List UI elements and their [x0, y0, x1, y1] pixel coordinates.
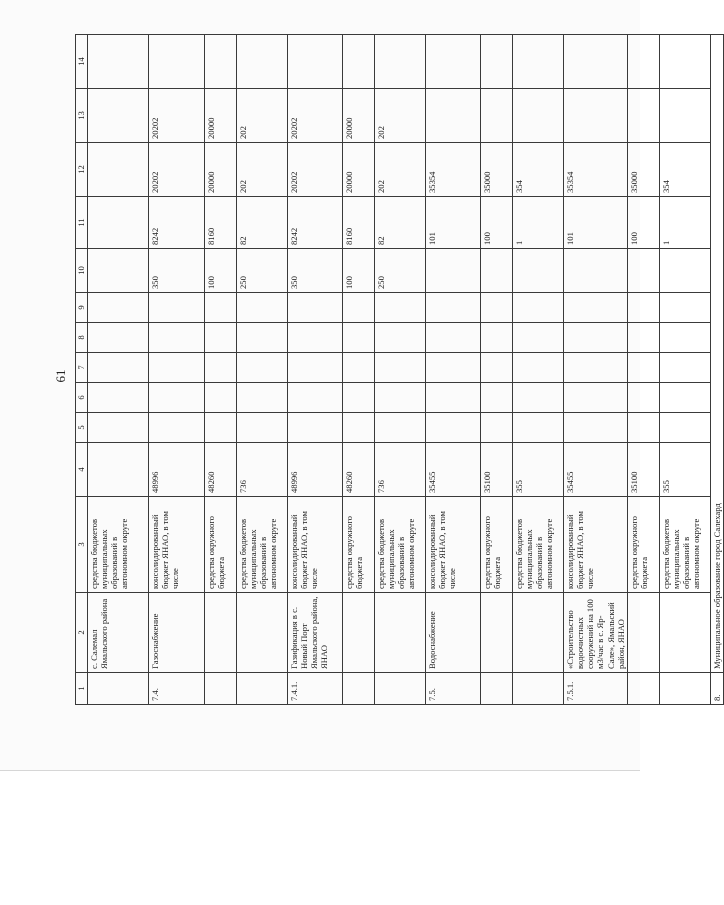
- table-cell-col-1: [205, 673, 237, 705]
- table-cell-col-9: [205, 293, 237, 323]
- table-cell-col-13: 20000: [343, 89, 375, 143]
- table-cell-col-11: [88, 197, 149, 249]
- table-cell-col-11: 100: [481, 197, 513, 249]
- table-cell-col-13: 202: [237, 89, 288, 143]
- table-cell-col-11: 8160: [343, 197, 375, 249]
- table-cell-col-11: 1: [660, 197, 711, 249]
- table-cell-col-4: 48996: [288, 443, 343, 497]
- table-cell-col-5: [375, 413, 426, 443]
- table-cell-col-4: 355: [513, 443, 564, 497]
- table-row: [288, 35, 343, 705]
- table-cell-col-5: [88, 413, 149, 443]
- table-cell-col-8: [481, 323, 513, 353]
- table-cell-col-13: [660, 89, 711, 143]
- table-row: [628, 35, 660, 705]
- table-cell-col-14: [288, 35, 343, 89]
- header-cell: 8: [76, 323, 88, 353]
- table-cell-col-14: [88, 35, 149, 89]
- table-cell-col-7: [564, 353, 628, 383]
- table-row: [343, 35, 375, 705]
- table-cell-col-11: 8160: [205, 197, 237, 249]
- table-cell-col-14: [513, 35, 564, 89]
- table-cell-col-3: консолидированный бюджет ЯНАО, в том числе: [149, 497, 205, 593]
- table-cell-col-2: Газоснабжение: [149, 593, 205, 673]
- table-cell-col-3: средства окружного бюджета: [343, 497, 375, 593]
- table-cell-col-10: 350: [149, 249, 205, 293]
- table-cell-col-1: [343, 673, 375, 705]
- table-cell-col-5: [288, 413, 343, 443]
- table-cell-col-12: 202: [375, 143, 426, 197]
- table-cell-col-14: [375, 35, 426, 89]
- table-cell-col-13: 20000: [205, 89, 237, 143]
- table-cell-col-7: [343, 353, 375, 383]
- table-cell-col-12: 202: [237, 143, 288, 197]
- table-cell-col-3: консолидированный бюджет ЯНАО, в том числе: [288, 497, 343, 593]
- table-cell-col-12: 35354: [426, 143, 481, 197]
- table-cell-col-14: [628, 35, 660, 89]
- table-row: [513, 35, 564, 705]
- table-cell-col-5: [343, 413, 375, 443]
- table-cell-col-12: 20000: [343, 143, 375, 197]
- table-cell-col-13: [481, 89, 513, 143]
- table-cell-col-5: [205, 413, 237, 443]
- table-body: [88, 35, 711, 705]
- table-cell-col-7: [205, 353, 237, 383]
- header-cell: 1: [76, 673, 88, 705]
- table-cell-col-3: средства бюджетов муниципальных образований в автономном округе: [88, 497, 149, 593]
- table-cell-col-13: [426, 89, 481, 143]
- table-cell-col-3: средства окружного бюджета: [628, 497, 660, 593]
- table-cell-col-6: [660, 383, 711, 413]
- table-cell-col-7: [481, 353, 513, 383]
- table-cell-col-4: 35455: [426, 443, 481, 497]
- table-cell-col-6: [88, 383, 149, 413]
- table-cell-col-3: средства окружного бюджета: [481, 497, 513, 593]
- page-number: 61: [53, 369, 68, 383]
- table-cell-col-1: [88, 673, 149, 705]
- header-row: [76, 35, 88, 705]
- table-cell-col-3: средства бюджетов муниципальных образований в автономном округе: [660, 497, 711, 593]
- table-cell-col-10: [628, 249, 660, 293]
- header-cell: 13: [76, 89, 88, 143]
- table-cell-col-10: 250: [237, 249, 288, 293]
- section-title-cell: Муниципальное образование город Салехард: [711, 35, 724, 673]
- table-cell-col-10: [481, 249, 513, 293]
- table-cell-col-12: 20202: [149, 143, 205, 197]
- table-cell-col-2: [237, 593, 288, 673]
- table-cell-col-8: [513, 323, 564, 353]
- table-cell-col-4: 35455: [564, 443, 628, 497]
- table-cell-col-11: 82: [237, 197, 288, 249]
- table-cell-col-9: [513, 293, 564, 323]
- table-cell-col-3: средства бюджетов муниципальных образований в автономном округе: [237, 497, 288, 593]
- table-cell-col-9: [660, 293, 711, 323]
- table-cell-col-9: [375, 293, 426, 323]
- table-cell-col-12: 354: [513, 143, 564, 197]
- table-cell-col-14: [660, 35, 711, 89]
- table-cell-col-6: [375, 383, 426, 413]
- table-cell-col-3: консолидированный бюджет ЯНАО, в том числе: [426, 497, 481, 593]
- table-cell-col-8: [375, 323, 426, 353]
- table-cell-col-6: [237, 383, 288, 413]
- table-cell-col-10: 100: [205, 249, 237, 293]
- table-cell-col-10: 250: [375, 249, 426, 293]
- table-cell-col-5: [513, 413, 564, 443]
- table-cell-col-14: [564, 35, 628, 89]
- table-cell-col-3: средства окружного бюджета: [205, 497, 237, 593]
- table-cell-col-3: средства бюджетов муниципальных образований в автономном округе: [513, 497, 564, 593]
- table-cell-col-10: [660, 249, 711, 293]
- table-cell-col-7: [149, 353, 205, 383]
- table-cell-col-2: [660, 593, 711, 673]
- table-cell-col-9: [343, 293, 375, 323]
- table-cell-col-1: [481, 673, 513, 705]
- header-cell: 6: [76, 383, 88, 413]
- table-row: [426, 35, 481, 705]
- table-cell-col-10: [426, 249, 481, 293]
- row-number-cell: 8.: [711, 673, 724, 705]
- table-cell-col-5: [564, 413, 628, 443]
- table-cell-col-4: 355: [660, 443, 711, 497]
- header-cell: 3: [76, 497, 88, 593]
- table-cell-col-6: [564, 383, 628, 413]
- header-cell: 7: [76, 353, 88, 383]
- table-cell-col-9: [628, 293, 660, 323]
- table-cell-col-11: 8242: [149, 197, 205, 249]
- table-cell-col-5: [426, 413, 481, 443]
- table-cell-col-11: 100: [628, 197, 660, 249]
- table-cell-col-14: [426, 35, 481, 89]
- table-cell-col-2: «Строительство водоочистных сооружений на 100 м3/час в с. Яр-Сале», Ямальский район, ЯНАО: [564, 593, 628, 673]
- table-cell-col-4: 48260: [205, 443, 237, 497]
- table-cell-col-1: [375, 673, 426, 705]
- table-cell-col-7: [237, 353, 288, 383]
- table-row: [149, 35, 205, 705]
- table-cell-col-7: [375, 353, 426, 383]
- table-cell-col-6: [205, 383, 237, 413]
- table-cell-col-14: [149, 35, 205, 89]
- table-cell-col-1: [628, 673, 660, 705]
- table-cell-col-10: [513, 249, 564, 293]
- table-cell-col-12: 20202: [288, 143, 343, 197]
- table-row: [660, 35, 711, 705]
- table-cell-col-7: [88, 353, 149, 383]
- table-cell-col-4: [88, 443, 149, 497]
- table-row: [564, 35, 628, 705]
- table-cell-col-10: 100: [343, 249, 375, 293]
- table-cell-col-7: [288, 353, 343, 383]
- table-cell-col-4: 736: [375, 443, 426, 497]
- header-cell: 14: [76, 35, 88, 89]
- table-cell-col-12: 35000: [481, 143, 513, 197]
- table-cell-col-11: 101: [426, 197, 481, 249]
- table-cell-col-13: [564, 89, 628, 143]
- table-cell-col-8: [343, 323, 375, 353]
- table-cell-col-2: [481, 593, 513, 673]
- table-cell-col-11: 82: [375, 197, 426, 249]
- table-cell-col-9: [481, 293, 513, 323]
- table-cell-col-9: [564, 293, 628, 323]
- table-cell-col-1: 7.4.: [149, 673, 205, 705]
- table-cell-col-1: 7.5.1.: [564, 673, 628, 705]
- table-row: [481, 35, 513, 705]
- table-cell-col-1: [660, 673, 711, 705]
- header-cell: 4: [76, 443, 88, 497]
- table-cell-col-14: [205, 35, 237, 89]
- header-cell: 10: [76, 249, 88, 293]
- table-cell-col-12: 35354: [564, 143, 628, 197]
- table-cell-col-8: [426, 323, 481, 353]
- table-cell-col-9: [149, 293, 205, 323]
- header-cell: 12: [76, 143, 88, 197]
- table-cell-col-2: [628, 593, 660, 673]
- table-cell-col-7: [660, 353, 711, 383]
- table-cell-col-6: [513, 383, 564, 413]
- table-cell-col-3: консолидированный бюджет ЯНАО, в том числе: [564, 497, 628, 593]
- table-cell-col-6: [149, 383, 205, 413]
- table-cell-col-2: Водоснабжение: [426, 593, 481, 673]
- header-cell: 11: [76, 197, 88, 249]
- table-cell-col-2: Газификация в с. Новый Порт Ямальского района, ЯНАО: [288, 593, 343, 673]
- table-cell-col-5: [628, 413, 660, 443]
- table-cell-col-9: [426, 293, 481, 323]
- table-cell-col-11: 101: [564, 197, 628, 249]
- table-cell-col-6: [628, 383, 660, 413]
- table-cell-col-5: [237, 413, 288, 443]
- table-cell-col-14: [237, 35, 288, 89]
- table-cell-col-3: средства бюджетов муниципальных образований в автономном округе: [375, 497, 426, 593]
- header-cell: 5: [76, 413, 88, 443]
- table-cell-col-4: 35100: [481, 443, 513, 497]
- table-cell-col-12: [88, 143, 149, 197]
- table-cell-col-1: 7.4.1.: [288, 673, 343, 705]
- table-cell-col-9: [88, 293, 149, 323]
- table-cell-col-8: [237, 323, 288, 353]
- table-cell-col-12: 354: [660, 143, 711, 197]
- rotated-table-container: [75, 35, 722, 705]
- table-row: [375, 35, 426, 705]
- table-cell-col-10: [88, 249, 149, 293]
- table-cell-col-13: 20202: [288, 89, 343, 143]
- table-cell-col-13: 20202: [149, 89, 205, 143]
- table-cell-col-14: [343, 35, 375, 89]
- table-cell-col-14: [481, 35, 513, 89]
- table-cell-col-8: [205, 323, 237, 353]
- table-cell-col-13: [513, 89, 564, 143]
- table-cell-col-2: с. Салемал Ямальского района: [88, 593, 149, 673]
- table-cell-col-7: [513, 353, 564, 383]
- table-cell-col-1: 7.5.: [426, 673, 481, 705]
- table-cell-col-6: [343, 383, 375, 413]
- table-cell-col-9: [237, 293, 288, 323]
- table-cell-col-1: [513, 673, 564, 705]
- table-cell-col-9: [288, 293, 343, 323]
- table-cell-col-10: 350: [288, 249, 343, 293]
- table-cell-col-7: [628, 353, 660, 383]
- table-row: [88, 35, 149, 705]
- table-cell-col-4: 48260: [343, 443, 375, 497]
- table-cell-col-2: [343, 593, 375, 673]
- table-cell-col-12: 35000: [628, 143, 660, 197]
- table-cell-col-8: [288, 323, 343, 353]
- table-cell-col-5: [481, 413, 513, 443]
- table-cell-col-1: [237, 673, 288, 705]
- table-cell-col-8: [660, 323, 711, 353]
- header-cell: 2: [76, 593, 88, 673]
- table-cell-col-2: [205, 593, 237, 673]
- table-cell-col-13: 202: [375, 89, 426, 143]
- table-cell-col-7: [426, 353, 481, 383]
- table-cell-col-6: [426, 383, 481, 413]
- table-cell-col-5: [149, 413, 205, 443]
- table-cell-col-11: 1: [513, 197, 564, 249]
- table-row-section-8: [711, 35, 724, 705]
- table-cell-col-6: [288, 383, 343, 413]
- table-cell-col-13: [628, 89, 660, 143]
- table-cell-col-8: [88, 323, 149, 353]
- table-cell-col-8: [564, 323, 628, 353]
- table-cell-col-2: [375, 593, 426, 673]
- table-row: [237, 35, 288, 705]
- table-cell-col-8: [149, 323, 205, 353]
- table-cell-col-10: [564, 249, 628, 293]
- table-cell-col-13: [88, 89, 149, 143]
- table-cell-col-6: [481, 383, 513, 413]
- table-cell-col-4: 48996: [149, 443, 205, 497]
- budget-table: [75, 34, 724, 705]
- table-row: [205, 35, 237, 705]
- table-cell-col-12: 20000: [205, 143, 237, 197]
- table-cell-col-2: [513, 593, 564, 673]
- table-cell-col-5: [660, 413, 711, 443]
- table-cell-col-4: 35100: [628, 443, 660, 497]
- header-cell: 9: [76, 293, 88, 323]
- table-cell-col-8: [628, 323, 660, 353]
- table-cell-col-11: 8242: [288, 197, 343, 249]
- table-cell-col-4: 736: [237, 443, 288, 497]
